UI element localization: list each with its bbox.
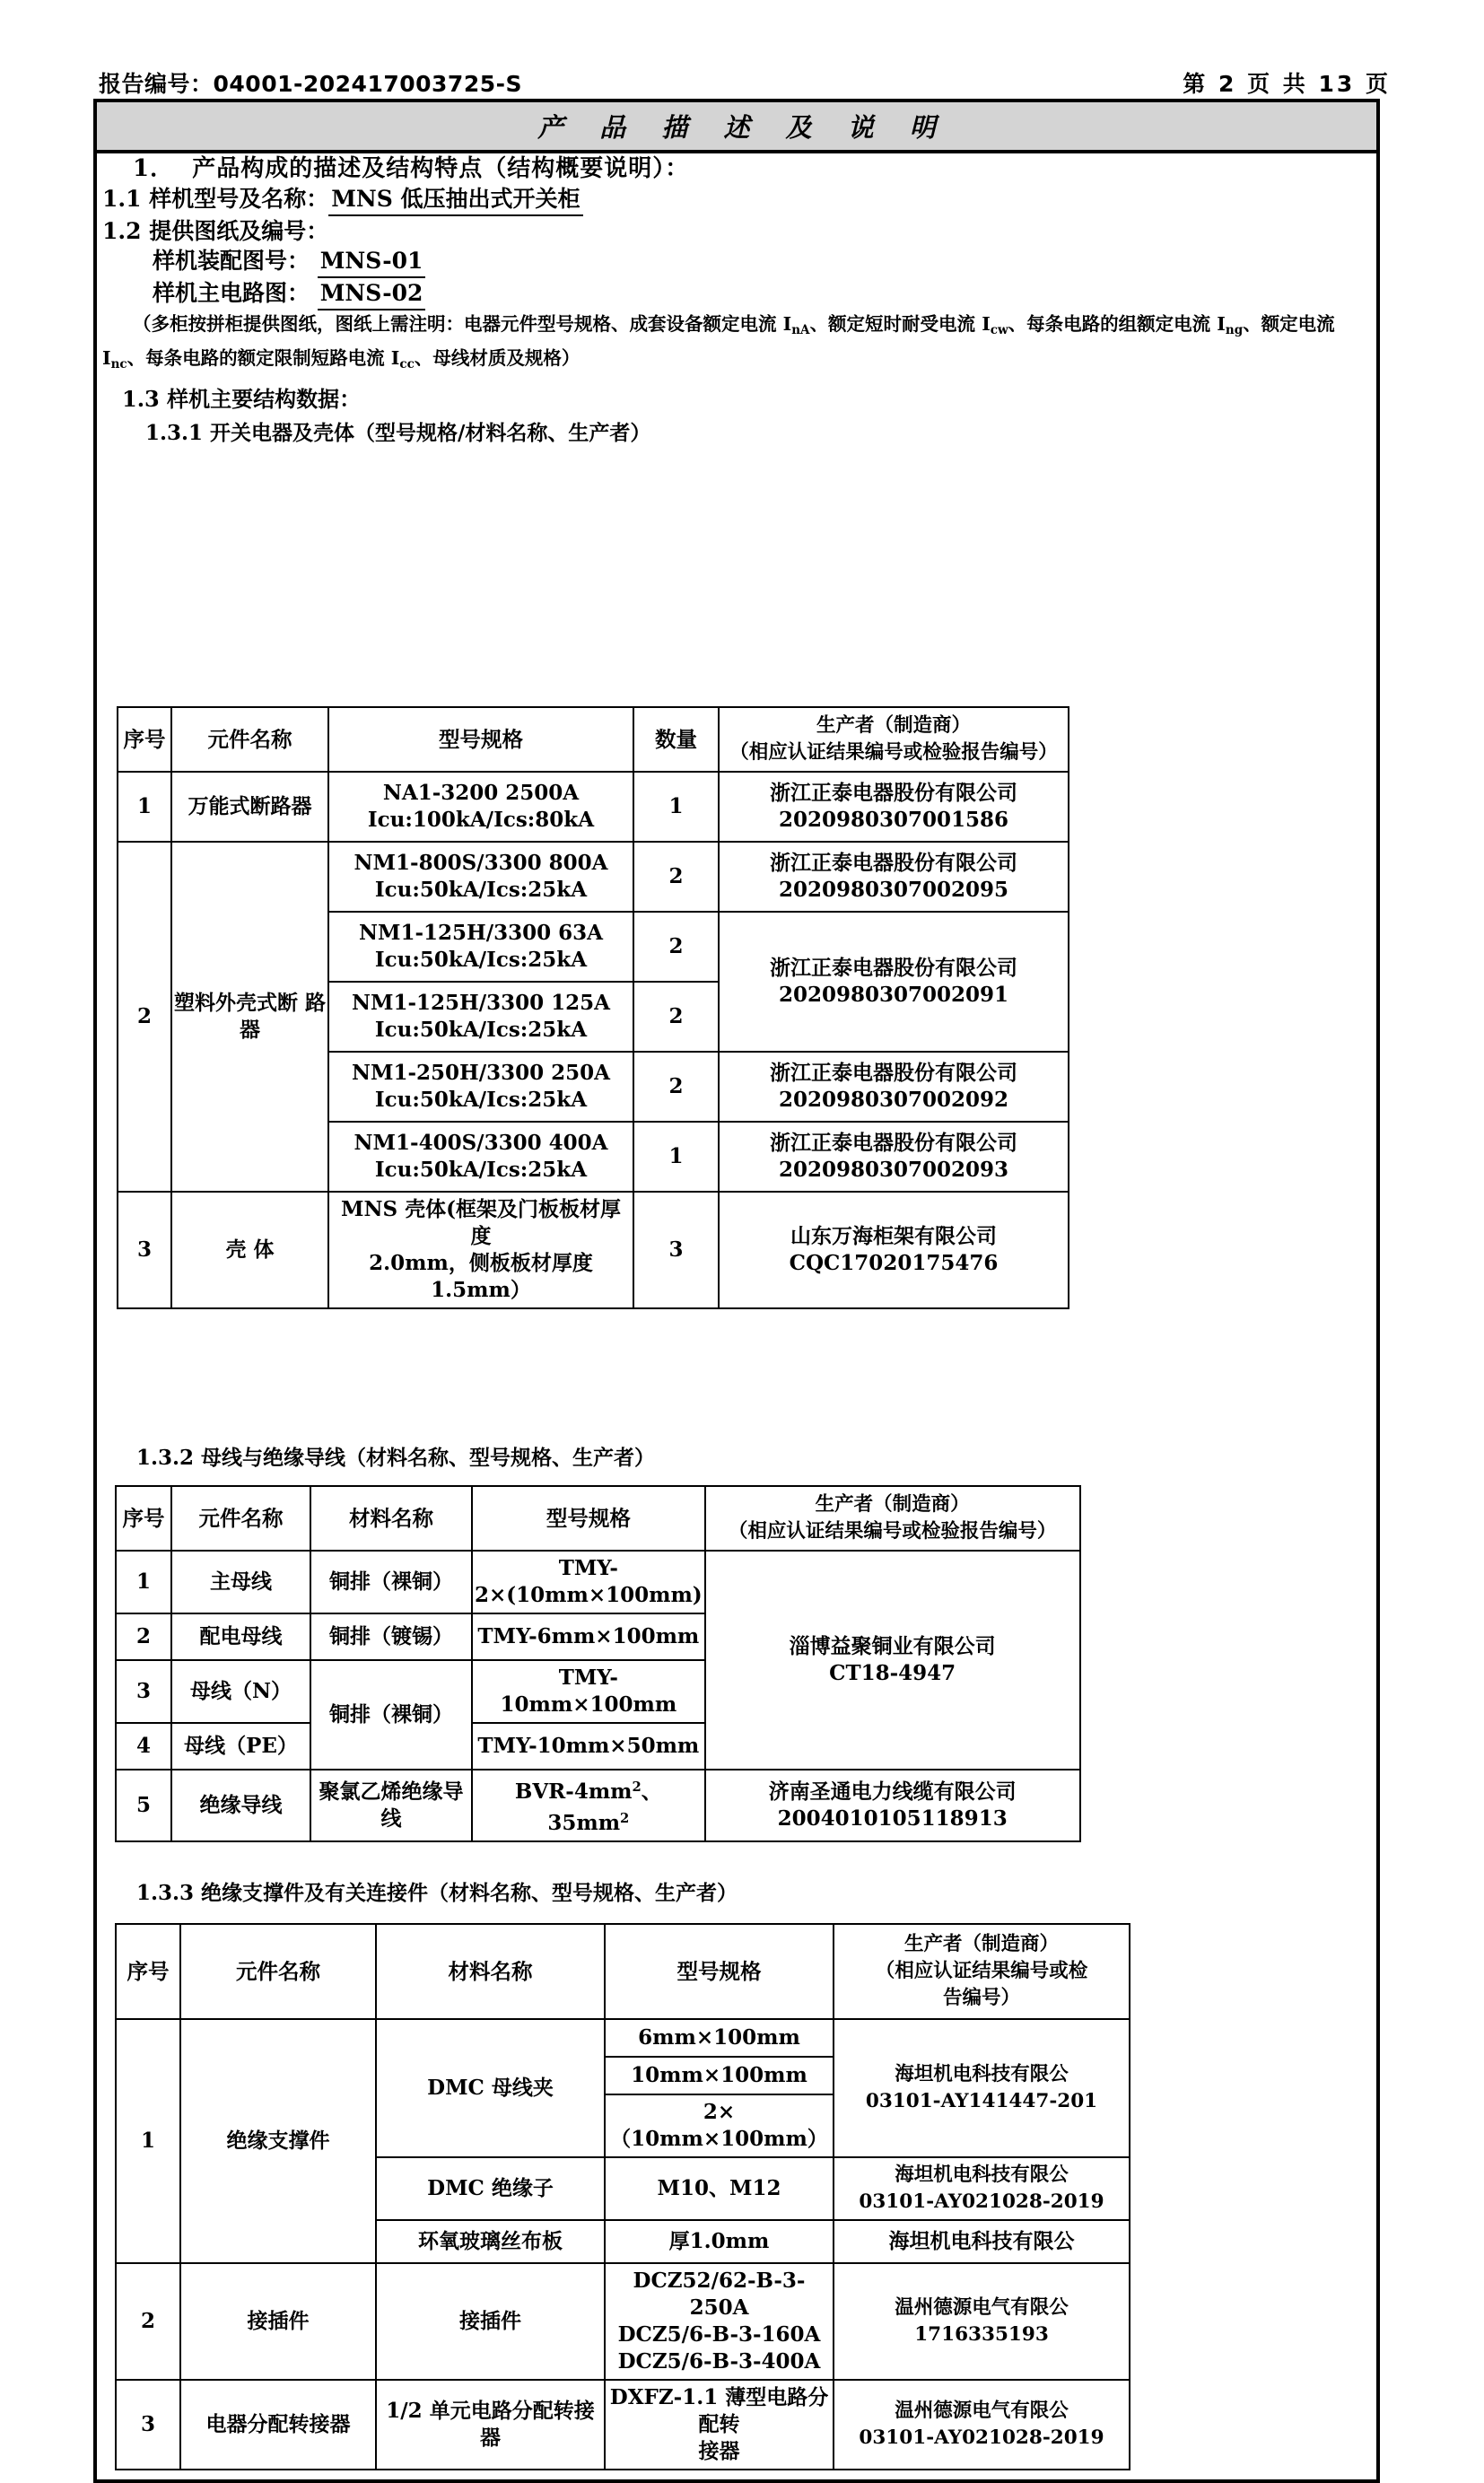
table-row — [118, 1192, 1069, 1308]
spec-line-2: Icu:50kA/Ics:25kA — [374, 1018, 588, 1042]
table-row — [116, 1551, 1080, 1613]
spec-line-2: DCZ5/6-B-3-160A — [617, 2322, 821, 2347]
maker-line-2: CQC17020175476 — [789, 1251, 999, 1275]
col-header-maker-line1: 生产者（制造商） — [815, 1493, 970, 1516]
cell-spec: 10mm×100mm — [605, 2057, 834, 2094]
col-header-maker — [834, 1924, 1130, 2019]
maker-line-1: 浙江正泰电器股份有限公司 — [770, 1131, 1017, 1155]
cell-spec — [328, 1122, 633, 1192]
cell-component: 万能式断路器 — [171, 772, 328, 842]
maker-line-2: CT18-4947 — [829, 1661, 956, 1685]
cell-component: 绝缘导线 — [171, 1770, 310, 1841]
cell-material: 铜排（裸铜） — [310, 1660, 472, 1770]
maker-line-1: 海坦机电科技有限公 — [895, 2063, 1069, 2085]
table-header-row — [116, 1486, 1080, 1551]
col-header-spec: 型号规格 — [472, 1486, 705, 1551]
cell-qty: 1 — [633, 1122, 719, 1192]
page-header — [99, 66, 1391, 99]
spec-line-2: Icu:50kA/Ics:25kA — [374, 1158, 588, 1182]
sub-heading-1-3-2: 1.3.2 母线与绝缘导线（材料名称、型号规格、生产者） — [136, 1446, 656, 1470]
cell-component: 电器分配转接器 — [180, 2380, 376, 2470]
note-sub-ina: nA — [791, 322, 810, 337]
cell-component: 绝缘支撑件 — [180, 2019, 376, 2263]
cell-spec — [328, 772, 633, 842]
col-header-maker-line3: 告编号） — [942, 1987, 1020, 2009]
col-header-material: 材料名称 — [310, 1486, 472, 1551]
note-sub-icc: cc — [399, 356, 415, 372]
cell-maker — [705, 1770, 1080, 1841]
table-row — [118, 842, 1069, 912]
drawing-main-circuit-label: 样机主电路图： — [153, 280, 310, 306]
spec-line-1: NM1-250H/3300 250A — [351, 1061, 611, 1085]
col-header-maker-line1: 生产者（制造商） — [903, 1933, 1059, 1955]
cell-component: 壳 体 — [171, 1192, 328, 1308]
table-row — [116, 1770, 1080, 1841]
note-sub-icw: cw — [990, 322, 1008, 337]
cell-no: 2 — [118, 842, 171, 1192]
note-part-6: 、每条电路的额定限制短路电流 I — [127, 346, 400, 369]
table-1-3-2-container — [115, 1485, 1081, 1842]
cell-spec — [605, 2380, 834, 2470]
cell-maker — [834, 2157, 1130, 2220]
cell-spec — [472, 1770, 705, 1841]
cell-maker — [719, 1122, 1069, 1192]
item-1-2-label: 1.2 提供图纸及编号： — [102, 218, 329, 244]
cell-spec — [328, 842, 633, 912]
note-sub-ing: ng — [1225, 322, 1244, 337]
cell-maker — [719, 842, 1069, 912]
spec-sup-2: 2 — [620, 1811, 630, 1827]
cell-material: 1/2 单元电路分配转接器 — [376, 2380, 605, 2470]
report-number-value: 04001-202417003725-S — [213, 71, 522, 97]
cell-maker — [834, 2019, 1130, 2157]
maker-line-1: 浙江正泰电器股份有限公司 — [770, 956, 1017, 980]
cell-qty: 2 — [633, 982, 719, 1052]
cell-spec: TMY-6mm×100mm — [472, 1613, 705, 1660]
item-1-1 — [100, 184, 1375, 216]
cell-no: 2 — [116, 1613, 171, 1660]
cell-spec: TMY-10mm×50mm — [472, 1723, 705, 1770]
col-header-material: 材料名称 — [376, 1924, 605, 2019]
busbar-wire-table — [115, 1485, 1081, 1842]
maker-line-1: 海坦机电科技有限公 — [895, 2164, 1069, 2186]
cell-component: 母线（N） — [171, 1660, 310, 1723]
col-header-component: 元件名称 — [171, 1486, 310, 1551]
spec-line-2: Icu:100kA/Ics:80kA — [367, 808, 595, 832]
switchgear-enclosure-table — [117, 706, 1069, 1309]
table-row — [118, 772, 1069, 842]
item-1-1-value: MNS 低压抽出式开关柜 — [328, 184, 582, 216]
spec-sup-1: 2 — [632, 1779, 642, 1795]
col-header-maker-line2: （相应认证结果编号或检 — [875, 1960, 1088, 1982]
maker-line-1: 济南圣通电力线缆有限公司 — [768, 1779, 1017, 1805]
cell-material: 环氧玻璃丝布板 — [376, 2220, 605, 2263]
maker-line-1: 温州德源电气有限公 — [895, 2296, 1069, 2319]
col-header-spec: 型号规格 — [605, 1924, 834, 2019]
drawing-assembly-label: 样机装配图号： — [153, 248, 310, 274]
cell-qty: 3 — [633, 1192, 719, 1308]
cell-spec: 厚1.0mm — [605, 2220, 834, 2263]
cell-maker: 海坦机电科技有限公 — [834, 2220, 1130, 2263]
maker-line-2: 03101-AY021028-2019 — [859, 2426, 1104, 2449]
maker-line-1: 温州德源电气有限公 — [895, 2400, 1069, 2422]
cell-spec — [328, 1192, 633, 1308]
cell-material: 聚氯乙烯绝缘导线 — [310, 1770, 472, 1841]
col-header-maker — [719, 707, 1069, 772]
page-number: 第 2 页 共 13 页 — [1183, 71, 1391, 97]
spec-line-2: 2.0mm，侧板板材厚度 1.5mm） — [369, 1251, 593, 1302]
cell-qty: 2 — [633, 842, 719, 912]
col-header-no: 序号 — [116, 1924, 180, 2019]
cell-no: 4 — [116, 1723, 171, 1770]
maker-line-2: 2020980307002093 — [778, 1158, 1009, 1182]
table-1-3-1-container — [117, 706, 1069, 1309]
page-title: 产 品 描 述 及 说 明 — [537, 112, 949, 143]
cell-spec: TMY-10mm×100mm — [472, 1660, 705, 1723]
maker-line-2: 1716335193 — [914, 2323, 1049, 2346]
cell-qty: 2 — [633, 912, 719, 982]
spec-part-2: 、35mm — [547, 1779, 662, 1836]
cell-maker — [719, 912, 1069, 1052]
cell-spec: M10、M12 — [605, 2157, 834, 2220]
spec-line-2: 接器 — [698, 2439, 740, 2463]
note-part-3: 、每条电路的 — [1008, 313, 1119, 335]
item-1-1-label: 1.1 样机型号及名称： — [102, 186, 329, 212]
document-title-band — [97, 102, 1376, 153]
cell-component: 主母线 — [171, 1551, 310, 1613]
col-header-maker-line2: （相应认证结果编号或检验报告编号） — [728, 1520, 1057, 1543]
cell-maker — [719, 772, 1069, 842]
cell-maker — [705, 1551, 1080, 1770]
cell-material: 铜排（镀锡） — [310, 1613, 472, 1660]
cell-qty: 1 — [633, 772, 719, 842]
spec-line-1: NM1-800S/3300 800A — [354, 851, 608, 875]
spec-line-1: NM1-400S/3300 400A — [354, 1131, 608, 1155]
cell-no: 5 — [116, 1770, 171, 1841]
cell-spec — [328, 982, 633, 1052]
body-text — [100, 154, 1375, 449]
cell-spec: TMY-2×(10mm×100mm) — [472, 1551, 705, 1613]
spec-line-1: NM1-125H/3300 63A — [358, 921, 604, 945]
drawing-main-circuit — [100, 278, 1375, 310]
drawing-main-circuit-value: MNS-02 — [318, 278, 426, 310]
cell-component: 接插件 — [180, 2263, 376, 2380]
cell-maker — [719, 1192, 1069, 1308]
sub-heading-1-3-3: 1.3.3 绝缘支撑件及有关连接件（材料名称、型号规格、生产者） — [136, 1881, 738, 1905]
drawing-note — [100, 310, 1376, 379]
cell-no: 3 — [116, 1660, 171, 1723]
col-header-spec: 型号规格 — [328, 707, 633, 772]
report-number — [99, 66, 522, 99]
section-1-number: 1． — [133, 155, 175, 182]
cell-maker — [834, 2380, 1130, 2470]
section-1-title: 产品构成的描述及结构特点（结构概要说明）： — [192, 155, 690, 182]
maker-line-2: 2004010105118913 — [777, 1806, 1008, 1832]
table-row — [116, 2019, 1130, 2057]
cell-material: 铜排（裸铜） — [310, 1551, 472, 1613]
spec-line-1: DCZ52/62-B-3-250A — [633, 2269, 806, 2320]
spec-line-2: Icu:50kA/Ics:25kA — [374, 1088, 588, 1112]
cell-material: 接插件 — [376, 2263, 605, 2380]
item-1-2 — [100, 216, 1375, 246]
cell-no: 1 — [116, 1551, 171, 1613]
section-1-heading — [100, 154, 1375, 184]
maker-line-2: 03101-AY021028-2019 — [859, 2190, 1104, 2213]
cell-component: 配电母线 — [171, 1613, 310, 1660]
maker-line-2: 2020980307002095 — [778, 878, 1009, 902]
col-header-qty: 数量 — [633, 707, 719, 772]
cell-spec — [328, 1052, 633, 1122]
maker-line-1: 浙江正泰电器股份有限公司 — [770, 851, 1017, 875]
note-part-7: 、母线材质及规格） — [414, 346, 581, 369]
maker-line-2: 2020980307002092 — [778, 1088, 1009, 1112]
col-header-maker-line2: （相应认证结果编号或检验报告编号） — [729, 741, 1058, 764]
note-part-1: （多柜按拼柜提供图纸，图纸上需注明：电器元件型号规格、成套设备额定电流 I — [133, 313, 792, 335]
table-header-row — [118, 707, 1069, 772]
drawing-assembly-value: MNS-01 — [318, 246, 426, 278]
spec-part-1: BVR-4mm — [514, 1779, 633, 1805]
note-sub-inc: nc — [110, 356, 127, 372]
cell-no: 3 — [116, 2380, 180, 2470]
insulation-support-table — [115, 1923, 1130, 2470]
spec-line-3: DCZ5/6-B-3-400A — [617, 2349, 821, 2374]
note-part-2: 、额定短时耐受电流 I — [809, 313, 991, 335]
cell-spec — [328, 912, 633, 982]
col-header-no: 序号 — [116, 1486, 171, 1551]
cell-no: 1 — [118, 772, 171, 842]
col-header-component: 元件名称 — [180, 1924, 376, 2019]
maker-line-1: 淄博益聚铜业有限公司 — [789, 1634, 996, 1658]
table-1-3-3-container — [115, 1923, 1130, 2470]
cell-maker — [834, 2263, 1130, 2380]
sub-heading-1-3-1: 1.3.1 开关电器及壳体（型号规格/材料名称、生产者） — [145, 420, 651, 445]
cell-maker — [719, 1052, 1069, 1122]
report-number-label: 报告编号： — [99, 71, 214, 97]
spec-line-2: Icu:50kA/Ics:25kA — [374, 878, 588, 902]
spec-line-1: NA1-3200 2500A — [382, 781, 580, 805]
maker-line-2: 03101-AY141447-201 — [865, 2090, 1098, 2112]
item-1-3: 1.3 样机主要结构数据： — [122, 385, 362, 412]
table-row — [116, 2263, 1130, 2380]
cell-no: 1 — [116, 2019, 180, 2263]
table-row — [116, 2380, 1130, 2470]
cell-spec: 2×（10mm×100mm） — [605, 2094, 834, 2157]
cell-material: DMC 母线夹 — [376, 2019, 605, 2157]
cell-no: 3 — [118, 1192, 171, 1308]
spec-line-2: Icu:50kA/Ics:25kA — [374, 948, 588, 972]
maker-line-1: 浙江正泰电器股份有限公司 — [770, 781, 1017, 805]
cell-material: DMC 绝缘子 — [376, 2157, 605, 2220]
col-header-no: 序号 — [118, 707, 171, 772]
drawing-assembly — [100, 246, 1375, 278]
note-part-4: 组额定电流 I — [1118, 313, 1226, 335]
note-part-5: 、额定电流 I — [102, 313, 1335, 369]
col-header-maker — [705, 1486, 1080, 1551]
maker-line-1: 浙江正泰电器股份有限公司 — [770, 1061, 1017, 1085]
spec-line-1: NM1-125H/3300 125A — [351, 991, 611, 1015]
cell-spec — [605, 2263, 834, 2380]
maker-line-2: 2020980307001586 — [778, 808, 1009, 832]
col-header-component: 元件名称 — [171, 707, 328, 772]
maker-line-1: 山东万海柜架有限公司 — [790, 1224, 997, 1248]
table-header-row — [116, 1924, 1130, 2019]
col-header-maker-line1: 生产者（制造商） — [816, 714, 971, 737]
cell-no: 2 — [116, 2263, 180, 2380]
spec-line-1: DXFZ-1.1 薄型电路分配转 — [609, 2385, 829, 2436]
cell-component: 塑料外壳式断 路器 — [171, 842, 328, 1192]
cell-qty: 2 — [633, 1052, 719, 1122]
cell-component: 母线（PE） — [171, 1723, 310, 1770]
spec-line-1: MNS 壳体(框架及门板板材厚度 — [341, 1197, 621, 1248]
maker-line-2: 2020980307002091 — [778, 983, 1009, 1007]
cell-spec: 6mm×100mm — [605, 2019, 834, 2057]
